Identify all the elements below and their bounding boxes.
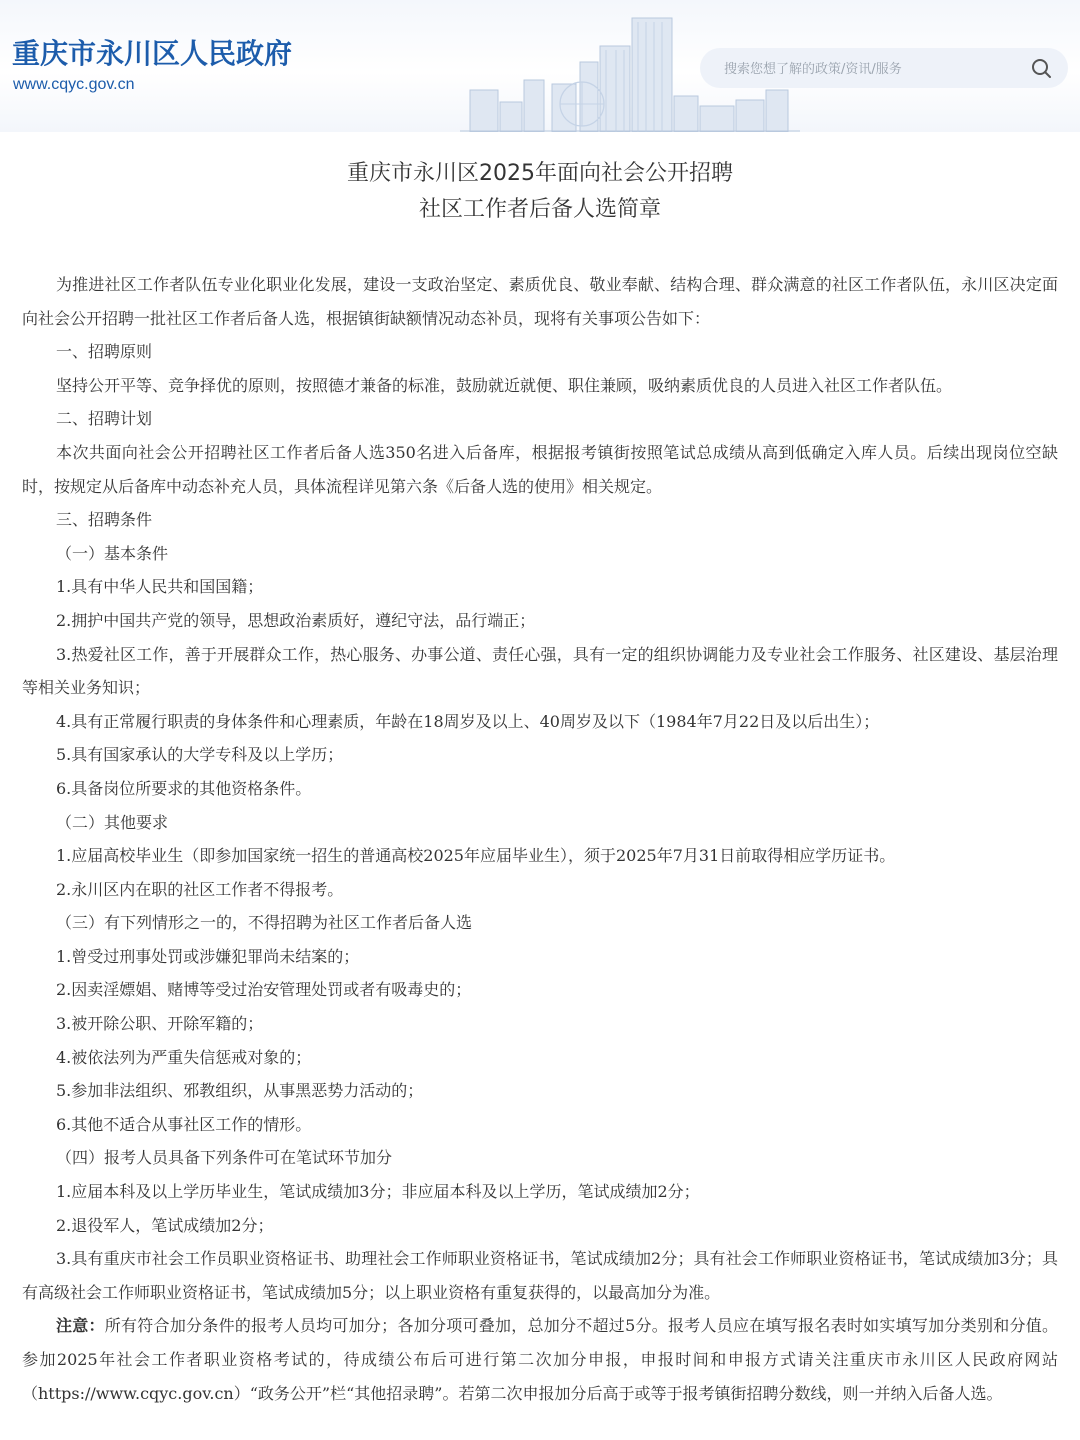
- paragraph: 本次共面向社会公开招聘社区工作者后备人选350名进入后备库，根据报考镇街按照笔试总成绩从高到低确定入库人员。后续出现岗位空缺时，按规定从后备库中动态补充人员，具体流程详见第六条《后备人选的使用》相关规定。: [22, 442, 1058, 496]
- section-heading: 三、招聘条件: [56, 510, 153, 530]
- list-item: 6.具备岗位所要求的其他资格条件。: [56, 778, 312, 798]
- site-title[interactable]: 重庆市永川区人民政府: [12, 37, 293, 70]
- paragraph: 坚持公开平等、竞争择优的原则，按照德才兼备的标准，鼓励就近就便、职住兼顾，吸纳素质优良的人员进入社区工作者队伍。: [56, 375, 953, 395]
- list-item: 5.具有国家承认的大学专科及以上学历；: [56, 745, 344, 765]
- list-item: 1.曾受过刑事处罚或涉嫌犯罪尚未结案的；: [56, 946, 360, 966]
- search-input[interactable]: [722, 56, 1016, 82]
- article-title-line-1: 重庆市永川区2025年面向社会公开招聘: [347, 161, 733, 186]
- subsection-heading: （四）报考人员具备下列条件可在笔试环节加分: [56, 1148, 393, 1168]
- article-title-line-2: 社区工作者后备人选简章: [418, 197, 661, 222]
- search-icon[interactable]: [1030, 57, 1052, 79]
- list-item: 4.被依法列为严重失信惩戒对象的；: [56, 1047, 312, 1067]
- site-url[interactable]: www.cqyc.gov.cn: [13, 76, 135, 93]
- site-header: [0, 0, 1080, 132]
- note-paragraph: [22, 1309, 1058, 1410]
- subsection-heading: （一）基本条件: [56, 543, 169, 563]
- article-title: [0, 156, 1080, 228]
- list-item: 3.具有重庆市社会工作员职业资格证书、助理社会工作师职业资格证书，笔试成绩加2分；具有社会工作师职业资格证书，笔试成绩加3分；具有高级社会工作师职业资格证书，笔试成绩加5分；以上职业资格有重复获得的，以最高加分为准。: [22, 1249, 1058, 1302]
- list-item: 1.具有中华人民共和国国籍；: [56, 577, 264, 597]
- list-item: 2.拥护中国共产党的领导，思想政治素质好，遵纪守法，品行端正；: [56, 610, 536, 630]
- list-item: 2.因卖淫嫖娼、赌博等受过治安管理处罚或者有吸毒史的；: [56, 980, 472, 1000]
- list-item: 4.具有正常履行职责的身体条件和心理素质，年龄在18周岁及以上、40周岁及以下（1984年7月22日及以后出生）；: [56, 711, 880, 731]
- search-box: [700, 48, 1068, 88]
- list-item: 6.其他不适合从事社区工作的情形。: [56, 1114, 312, 1134]
- list-item: 1.应届本科及以上学历毕业生，笔试成绩加3分；非应届本科及以上学历，笔试成绩加2分；: [56, 1182, 700, 1202]
- section-heading: 二、招聘计划: [56, 409, 153, 429]
- list-item: 2.永川区内在职的社区工作者不得报考。: [56, 879, 344, 899]
- list-item: 3.被开除公职、开除军籍的；: [56, 1014, 264, 1034]
- subsection-heading: （二）其他要求: [56, 812, 169, 832]
- article-body: [22, 268, 1058, 1410]
- section-heading: 一、招聘原则: [56, 342, 153, 362]
- list-item: 3.热爱社区工作，善于开展群众工作，热心服务、办事公道、责任心强，具有一定的组织协调能力及专业社会工作服务、社区建设、基层治理等相关业务知识；: [22, 644, 1058, 698]
- note-text: 所有符合加分条件的报考人员均可加分；各加分项可叠加，总加分不超过5分。报考人员应在填写报名表时如实填写加分类别和分值。参加2025年社会工作者职业资格考试的，待成绩公布后可进行第二次加分申报，申报时间和申报方式请关注重庆市永川区人民政府网站（https://www.cqyc.gov.cn）“政务公开”栏“其他招录聘”。若第二次申报加分后高于或等于报考镇街招聘分数线，则一并纳入后备人选。: [22, 1316, 1058, 1403]
- subsection-heading: （三）有下列情形之一的，不得招聘为社区工作者后备人选: [56, 913, 473, 933]
- paragraph: 为推进社区工作者队伍专业化职业化发展，建设一支政治坚定、素质优良、敬业奉献、结构合理、群众满意的社区工作者队伍，永川区决定面向社会公开招聘一批社区工作者后备人选，根据镇街缺额情况动态补员，现将有关事项公告如下：: [22, 275, 1058, 328]
- note-label: 注意：: [56, 1316, 105, 1336]
- list-item: 1.应届高校毕业生（即参加国家统一招生的普通高校2025年应届毕业生），须于2025年7月31日前取得相应学历证书。: [56, 846, 896, 866]
- list-item: 5.参加非法组织、邪教组织，从事黑恶势力活动的；: [56, 1081, 424, 1101]
- list-item: 2.退役军人，笔试成绩加2分；: [56, 1215, 274, 1235]
